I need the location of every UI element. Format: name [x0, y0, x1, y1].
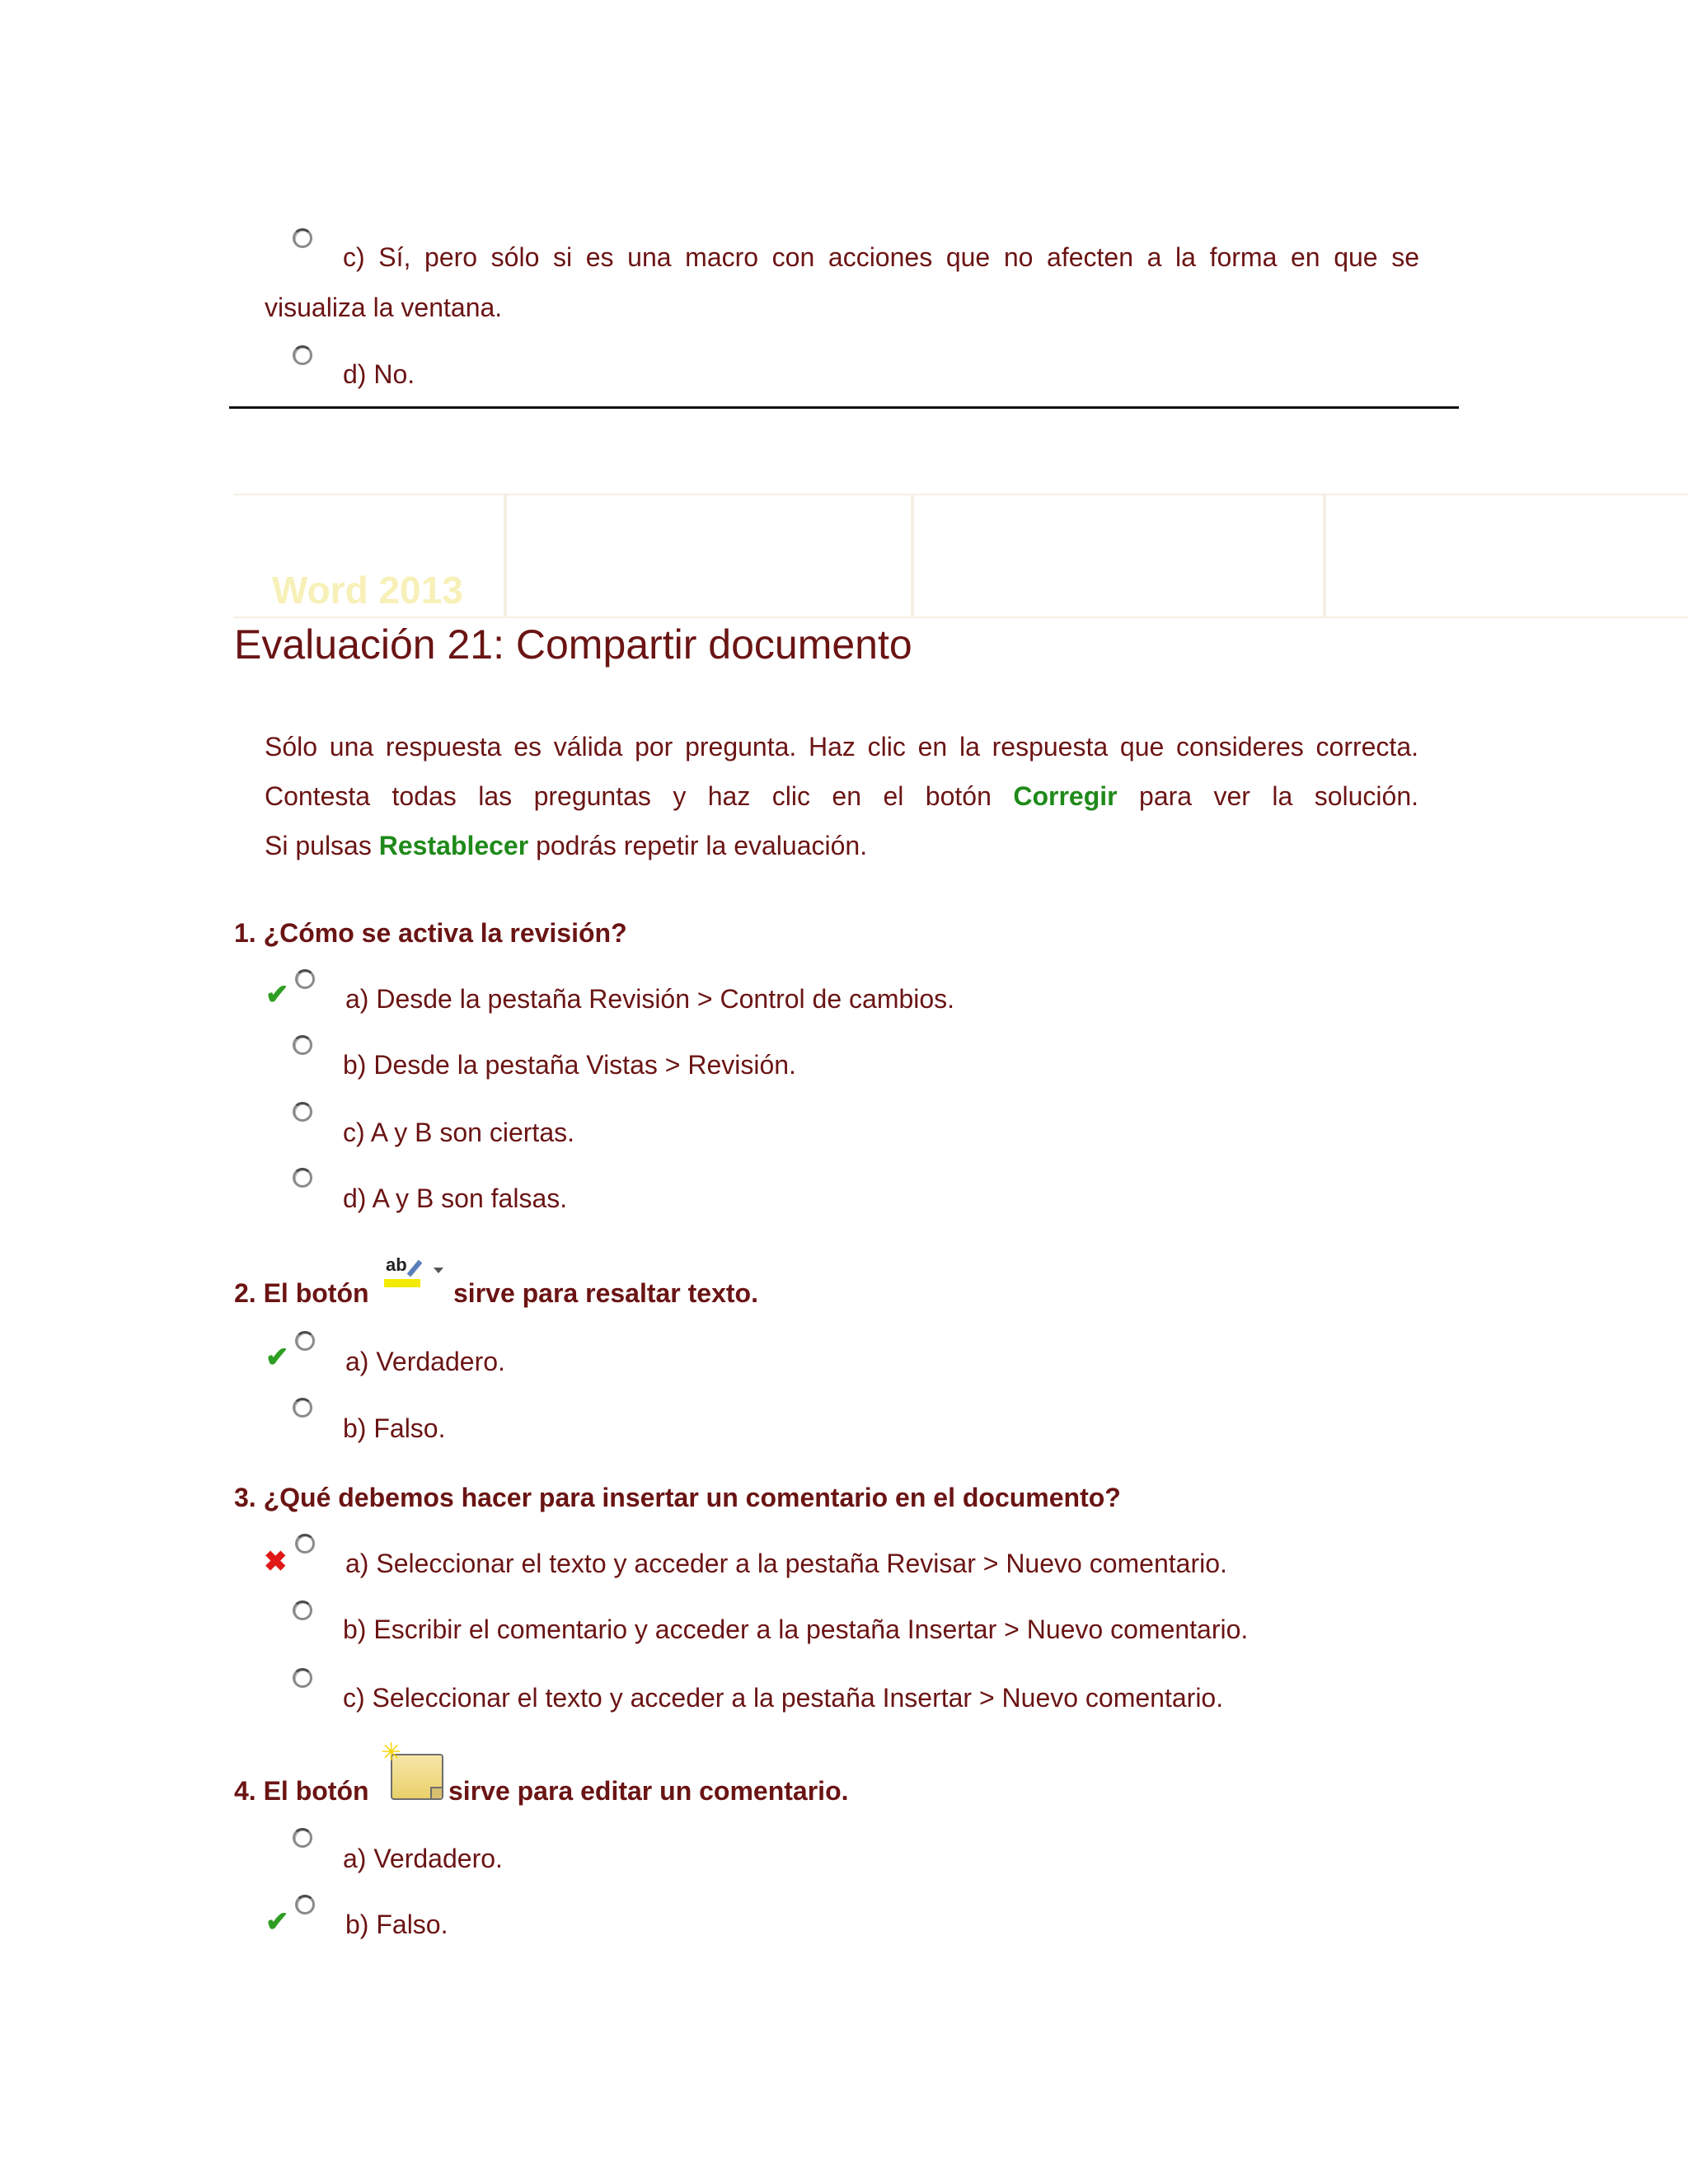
question-title-start: 4. El botón: [234, 1776, 369, 1806]
radio-option-b[interactable]: [293, 1601, 312, 1620]
option-label: b) Desde la pestaña Vistas > Revisión.: [343, 1050, 796, 1080]
section-divider: [229, 406, 1459, 409]
correct-check-icon: ✔: [265, 1906, 289, 1938]
option-label: b) Falso.: [345, 1910, 448, 1939]
highlight-icon: [384, 1256, 450, 1302]
option-label: a) Seleccionar el texto y acceder a la pestaña Revisar > Nuevo comentario.: [345, 1549, 1227, 1578]
option-label: c) A y B son ciertas.: [343, 1118, 574, 1147]
highlight-icon-text: ab: [386, 1254, 407, 1275]
question-title: 3. ¿Qué debemos hacer para insertar un comentario en el documento?: [234, 1483, 1121, 1512]
question-title-start: 2. El botón: [234, 1278, 369, 1308]
correct-check-icon: ✔: [265, 979, 289, 1010]
radio-option-a[interactable]: [295, 1534, 315, 1554]
radio-option-d[interactable]: [293, 345, 312, 365]
option-label: a) Verdadero.: [345, 1347, 505, 1376]
watermark-logo-text: Word 2013: [272, 569, 463, 612]
question-title: 1. ¿Cómo se activa la revisión?: [234, 918, 627, 948]
radio-option-c[interactable]: [293, 1102, 312, 1122]
corregir-keyword: Corregir: [1013, 781, 1118, 811]
option-label: a) Desde la pestaña Revisión > Control de cambios.: [345, 984, 955, 1014]
radio-option-a[interactable]: [295, 969, 315, 989]
dropdown-arrow-icon: [434, 1268, 443, 1273]
option-label: b) Escribir el comentario y acceder a la pestaña Insertar > Nuevo comentario.: [343, 1615, 1249, 1644]
option-label: a) Verdadero.: [343, 1844, 503, 1873]
option-label: d) No.: [343, 359, 415, 389]
new-comment-icon: [381, 1739, 450, 1803]
sparkle-icon: ✳: [381, 1739, 402, 1766]
question-title-end: sirve para resaltar texto.: [453, 1278, 758, 1308]
radio-option-b[interactable]: [293, 1398, 312, 1418]
radio-option-c[interactable]: [293, 1668, 312, 1688]
option-label: c) Sí, pero sólo si es una macro con acciones que no afecten a la forma en que se: [343, 242, 1419, 272]
question-title-end: sirve para editar un comentario.: [448, 1776, 849, 1806]
header-cell: [1325, 494, 1688, 618]
header-cell: [912, 494, 1325, 618]
instructions-line-2: Contesta todas las preguntas y haz clic en el botón Corregir para ver la solución.: [265, 781, 1419, 811]
instructions-line-1: Sólo una respuesta es válida por pregunta. Haz clic en la respuesta que consideres correcta.: [265, 732, 1418, 762]
restablecer-keyword: Restablecer: [378, 831, 529, 860]
option-label: b) Falso.: [343, 1413, 446, 1443]
header-cell: [505, 494, 912, 618]
option-label: c) Seleccionar el texto y acceder a la pestaña Insertar > Nuevo comentario.: [343, 1683, 1224, 1713]
radio-option-d[interactable]: [293, 1168, 312, 1188]
radio-option-c[interactable]: [293, 228, 312, 248]
radio-option-a[interactable]: [293, 1828, 312, 1848]
instructions-line-3: Si pulsas Restablecer podrás repetir la evaluación.: [265, 831, 868, 860]
radio-option-b[interactable]: [295, 1895, 315, 1915]
correct-check-icon: ✔: [265, 1342, 289, 1373]
radio-option-a[interactable]: [295, 1331, 315, 1351]
page-title: Evaluación 21: Compartir documento: [234, 621, 912, 668]
incorrect-cross-icon: ✖: [264, 1546, 288, 1577]
option-label-continued: visualiza la ventana.: [265, 293, 503, 322]
option-label: d) A y B son falsas.: [343, 1183, 568, 1213]
radio-option-b[interactable]: [293, 1035, 312, 1055]
